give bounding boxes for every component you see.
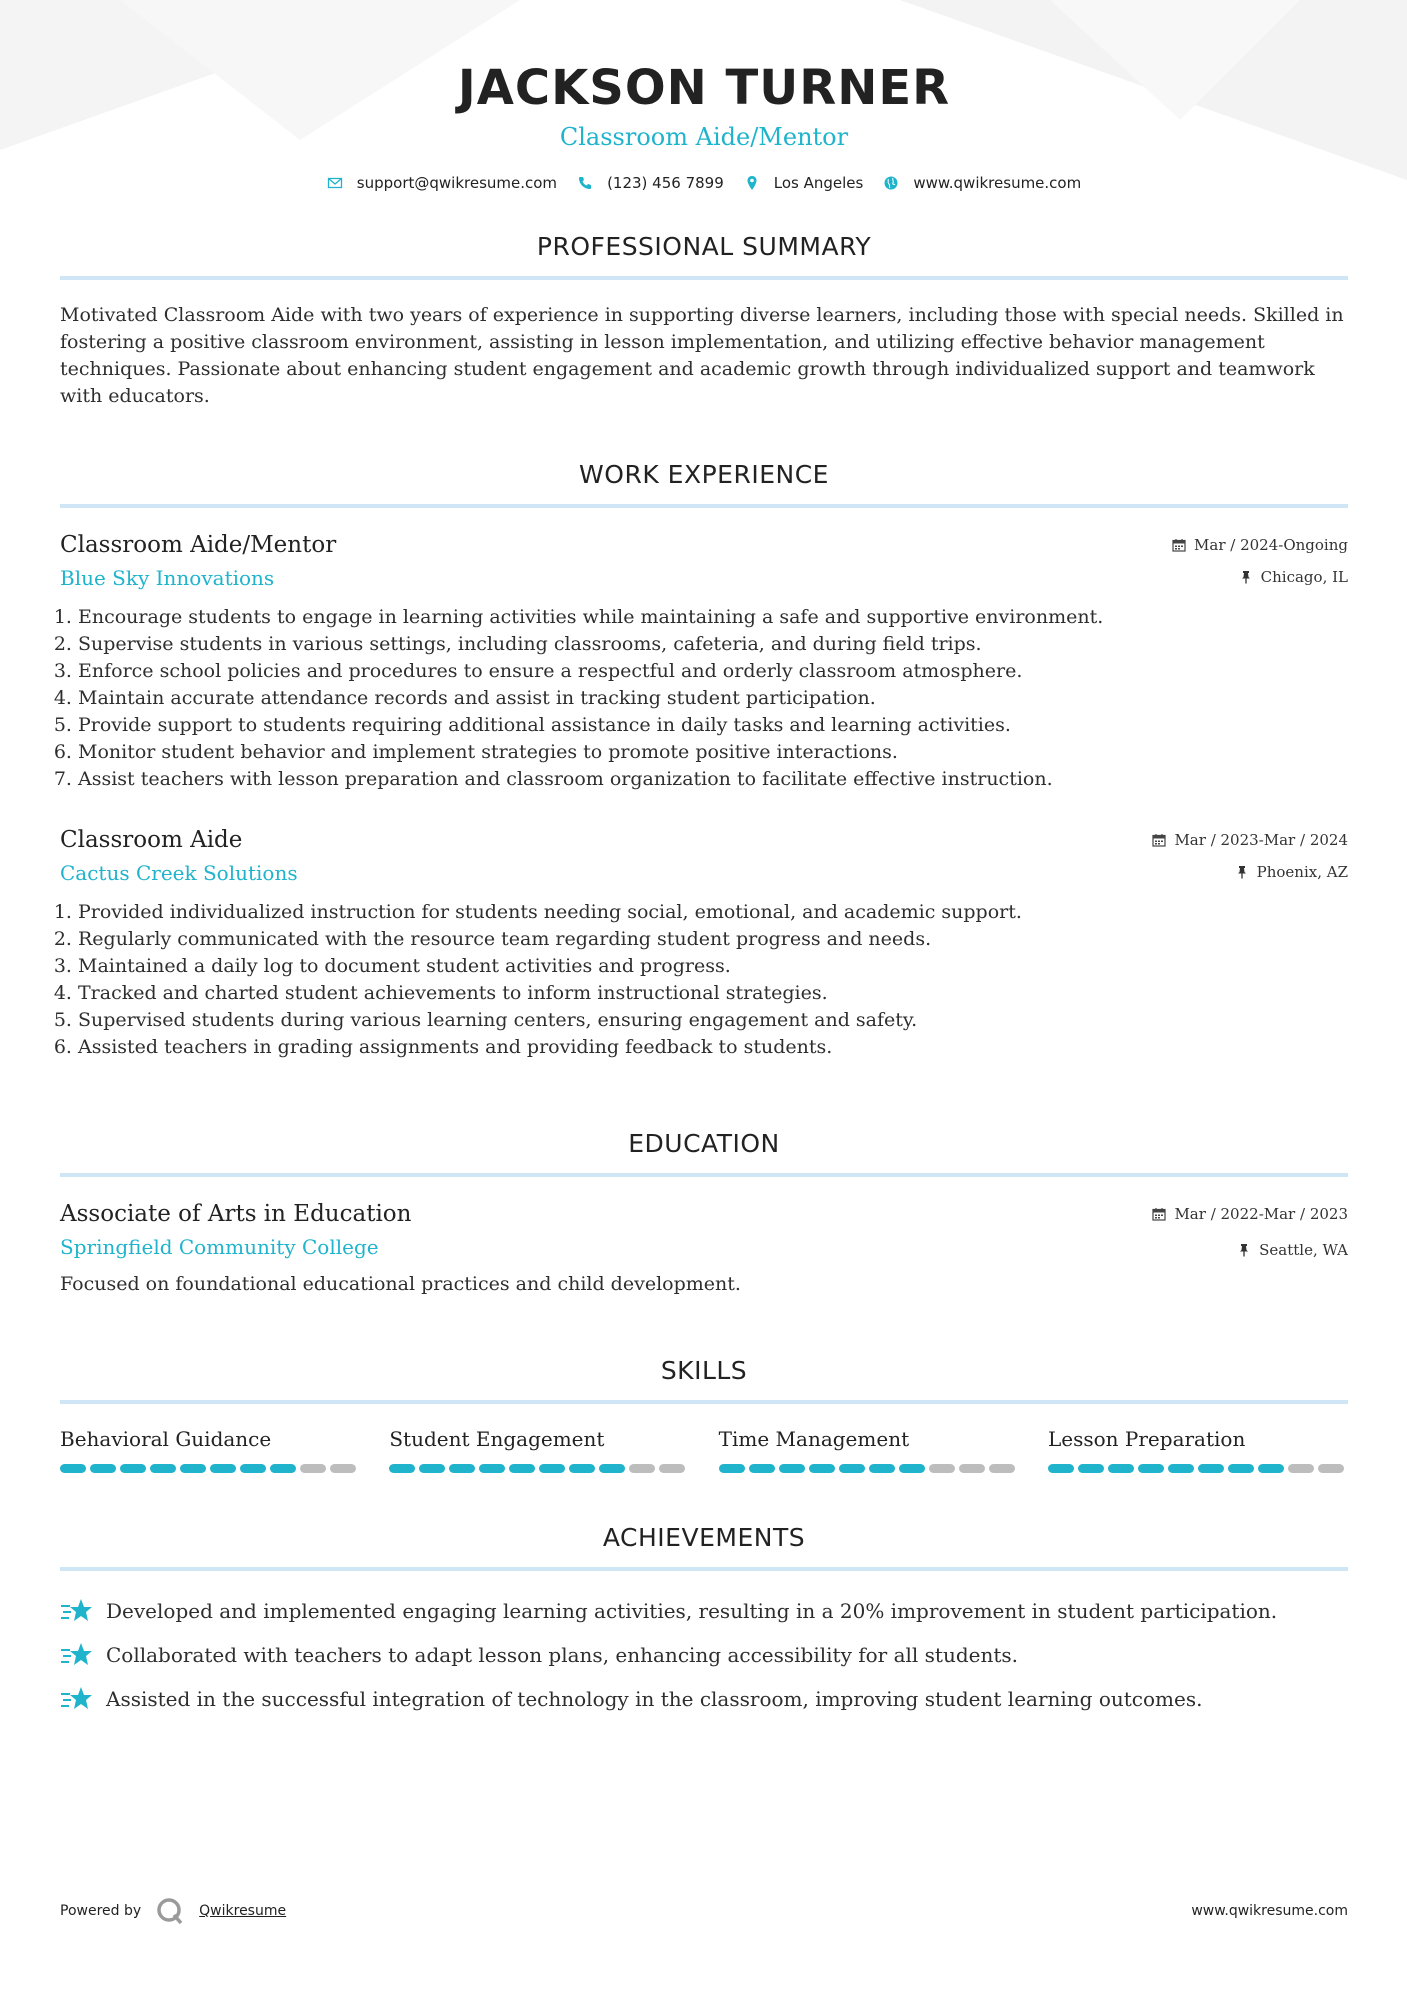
education-dates-text: Mar / 2022-Mar / 2023 — [1174, 1205, 1348, 1223]
skill-segment-filled — [719, 1464, 745, 1473]
skill-segment-filled — [1108, 1464, 1134, 1473]
job-meta — [1172, 534, 1348, 588]
globe-icon — [883, 175, 899, 191]
skill-segment-filled — [479, 1464, 505, 1473]
job-company: Blue Sky Innovations — [60, 566, 275, 590]
skill-segment-empty — [929, 1464, 955, 1473]
skill-segment-filled — [569, 1464, 595, 1473]
section-divider — [60, 1400, 1348, 1404]
contact-website[interactable] — [883, 174, 1081, 192]
job-title: Classroom Aide/Mentor — [60, 532, 337, 558]
skills-grid — [60, 1426, 1348, 1473]
candidate-role: Classroom Aide/Mentor — [559, 123, 849, 151]
contact-bar — [60, 174, 1348, 192]
education-location-text: Seattle, WA — [1259, 1241, 1348, 1259]
section-title-achievements: ACHIEVEMENTS — [602, 1523, 806, 1552]
section-divider — [60, 1567, 1348, 1571]
experience-section — [60, 460, 1348, 1061]
skill-segment-empty — [330, 1464, 356, 1473]
achievements-section — [60, 1523, 1348, 1721]
list-item: 3. Maintained a daily log to document student activities and progress. — [78, 953, 1348, 980]
skill-segment-filled — [449, 1464, 475, 1473]
achievement-text: Developed and implemented engaging learning activities, resulting in a 20% improvement in student participation. — [106, 1599, 1278, 1623]
education-meta — [1152, 1203, 1348, 1261]
list-item: 5. Supervised students during various learning centers, ensuring engagement and safety. — [78, 1007, 1348, 1034]
skill-segment-filled — [899, 1464, 925, 1473]
pushpin-icon — [1237, 1243, 1251, 1257]
list-item: 2. Regularly communicated with the resource team regarding student progress and needs. — [78, 926, 1348, 953]
job-dates-text: Mar / 2024-Ongoing — [1194, 536, 1348, 554]
pushpin-icon — [1239, 570, 1253, 584]
skill-item — [1048, 1426, 1348, 1473]
job-meta — [1152, 829, 1348, 883]
list-item: 1. Encourage students to engage in learning activities while maintaining a safe and supportive environment. — [78, 604, 1348, 631]
skill-segment-filled — [509, 1464, 535, 1473]
pushpin-icon — [1235, 865, 1249, 879]
skill-segment-filled — [389, 1464, 415, 1473]
skill-item — [719, 1426, 1019, 1473]
footer-website[interactable]: www.qwikresume.com — [1191, 1903, 1348, 1919]
skill-segment-empty — [659, 1464, 685, 1473]
education-dates — [1152, 1203, 1348, 1225]
page-footer — [60, 1896, 1348, 1926]
achievements-list — [60, 1589, 1348, 1721]
job-location-text: Chicago, IL — [1260, 568, 1348, 586]
skill-item — [389, 1426, 689, 1473]
list-item: 1. Provided individualized instruction for students needing social, emotional, and academic support. — [78, 899, 1348, 926]
job-entry — [60, 825, 1348, 1061]
powered-by — [60, 1896, 286, 1926]
skill-level-bar — [719, 1464, 1019, 1473]
calendar-icon — [1152, 1207, 1166, 1221]
shooting-star-icon — [60, 1640, 94, 1670]
shooting-star-icon — [60, 1684, 94, 1714]
list-item: 6. Monitor student behavior and implement strategies to promote positive interactions. — [78, 739, 1348, 766]
job-duties-list — [60, 899, 1348, 1061]
skill-segment-filled — [1198, 1464, 1224, 1473]
skill-segment-filled — [419, 1464, 445, 1473]
job-company: Cactus Creek Solutions — [60, 861, 298, 885]
skill-segment-empty — [989, 1464, 1015, 1473]
list-item — [60, 1589, 1348, 1633]
skill-segment-filled — [1048, 1464, 1074, 1473]
section-title-education: EDUCATION — [628, 1129, 780, 1158]
skill-segment-filled — [1258, 1464, 1284, 1473]
skill-segment-filled — [1078, 1464, 1104, 1473]
resume-header — [60, 0, 1348, 192]
skill-segment-filled — [120, 1464, 146, 1473]
education-section — [60, 1129, 1348, 1298]
education-description: Focused on foundational educational practices and child development. — [60, 1273, 741, 1295]
calendar-icon — [1172, 538, 1186, 552]
list-item: 4. Tracked and charted student achievements to inform instructional strategies. — [78, 980, 1348, 1007]
email-text: support@qwikresume.com — [356, 174, 558, 192]
skill-segment-filled — [180, 1464, 206, 1473]
job-location-text: Phoenix, AZ — [1256, 863, 1348, 881]
school-name: Springfield Community College — [60, 1235, 379, 1259]
skill-segment-filled — [60, 1464, 86, 1473]
job-title: Classroom Aide — [60, 827, 243, 853]
education-location — [1152, 1239, 1348, 1261]
achievement-text: Collaborated with teachers to adapt lesson plans, enhancing accessibility for all students. — [106, 1643, 1019, 1667]
section-divider — [60, 1173, 1348, 1177]
skill-segment-filled — [839, 1464, 865, 1473]
skill-level-bar — [60, 1464, 360, 1473]
phone-icon — [577, 175, 593, 191]
skill-segment-empty — [300, 1464, 326, 1473]
skill-segment-filled — [90, 1464, 116, 1473]
skill-segment-filled — [809, 1464, 835, 1473]
skill-level-bar — [389, 1464, 689, 1473]
skill-name: Time Management — [718, 1427, 910, 1451]
skill-segment-filled — [1168, 1464, 1194, 1473]
skill-segment-filled — [779, 1464, 805, 1473]
job-dates — [1172, 534, 1348, 556]
skill-segment-empty — [1288, 1464, 1314, 1473]
skill-segment-filled — [749, 1464, 775, 1473]
skill-segment-filled — [270, 1464, 296, 1473]
list-item — [60, 1677, 1348, 1721]
list-item — [60, 1633, 1348, 1677]
skill-name: Lesson Preparation — [1047, 1427, 1246, 1451]
contact-location[interactable] — [744, 174, 864, 192]
section-divider — [60, 504, 1348, 508]
degree-title: Associate of Arts in Education — [60, 1201, 412, 1227]
job-location — [1152, 861, 1348, 883]
skill-name: Behavioral Guidance — [60, 1427, 272, 1451]
summary-text: Motivated Classroom Aide with two years of experience in supporting diverse learners, including those with special needs. Skilled in fostering a positive classroom environment, assisting in lesson implementation, and utilizing effective behavior management techniques. Passionate about enhancing student engagement and academic growth through individualized support and teamwork with educators. — [60, 304, 1344, 407]
phone-text: (123) 456 7899 — [607, 174, 724, 192]
skill-segment-empty — [959, 1464, 985, 1473]
shooting-star-icon — [60, 1596, 94, 1626]
skill-segment-filled — [210, 1464, 236, 1473]
brand-link[interactable]: Qwikresume — [199, 1903, 287, 1919]
skill-segment-empty — [629, 1464, 655, 1473]
contact-phone[interactable] — [577, 174, 724, 192]
list-item: 4. Maintain accurate attendance records and assist in tracking student participation. — [78, 685, 1348, 712]
skill-name: Student Engagement — [389, 1427, 605, 1451]
section-title-experience: WORK EXPERIENCE — [579, 460, 829, 489]
skill-item — [60, 1426, 360, 1473]
list-item: 6. Assisted teachers in grading assignments and providing feedback to students. — [78, 1034, 1348, 1061]
skill-level-bar — [1048, 1464, 1348, 1473]
job-entry — [60, 530, 1348, 793]
job-duties-list — [60, 604, 1348, 793]
candidate-name: JACKSON TURNER — [457, 60, 951, 116]
skill-segment-filled — [869, 1464, 895, 1473]
section-title-summary: PROFESSIONAL SUMMARY — [536, 232, 872, 261]
list-item: 3. Enforce school policies and procedures to ensure a respectful and orderly classroom atmosphere. — [78, 658, 1348, 685]
calendar-icon — [1152, 833, 1166, 847]
list-item: 7. Assist teachers with lesson preparation and classroom organization to facilitate effective instruction. — [78, 766, 1348, 793]
contact-email[interactable] — [327, 174, 557, 192]
section-title-skills: SKILLS — [660, 1356, 748, 1385]
skills-section — [60, 1356, 1348, 1473]
job-dates-text: Mar / 2023-Mar / 2024 — [1174, 831, 1348, 849]
summary-section — [60, 232, 1348, 410]
powered-by-label: Powered by — [60, 1903, 142, 1919]
job-dates — [1152, 829, 1348, 851]
skill-segment-empty — [1318, 1464, 1344, 1473]
location-text: Los Angeles — [773, 174, 864, 192]
skill-segment-filled — [1138, 1464, 1164, 1473]
skill-segment-filled — [240, 1464, 266, 1473]
map-pin-icon — [744, 175, 760, 191]
section-divider — [60, 276, 1348, 280]
list-item: 5. Provide support to students requiring additional assistance in daily tasks and learning activities. — [78, 712, 1348, 739]
education-entry — [60, 1199, 1348, 1298]
job-location — [1172, 566, 1348, 588]
skill-segment-filled — [150, 1464, 176, 1473]
website-text: www.qwikresume.com — [913, 174, 1082, 192]
skill-segment-filled — [599, 1464, 625, 1473]
skill-segment-filled — [539, 1464, 565, 1473]
achievement-text: Assisted in the successful integration of technology in the classroom, improving student learning outcomes. — [106, 1687, 1203, 1711]
envelope-icon — [327, 175, 343, 191]
skill-segment-filled — [1228, 1464, 1254, 1473]
resume-page — [60, 0, 1348, 1721]
qwikresume-logo-icon — [155, 1896, 185, 1926]
list-item: 2. Supervise students in various settings, including classrooms, cafeteria, and during field trips. — [78, 631, 1348, 658]
